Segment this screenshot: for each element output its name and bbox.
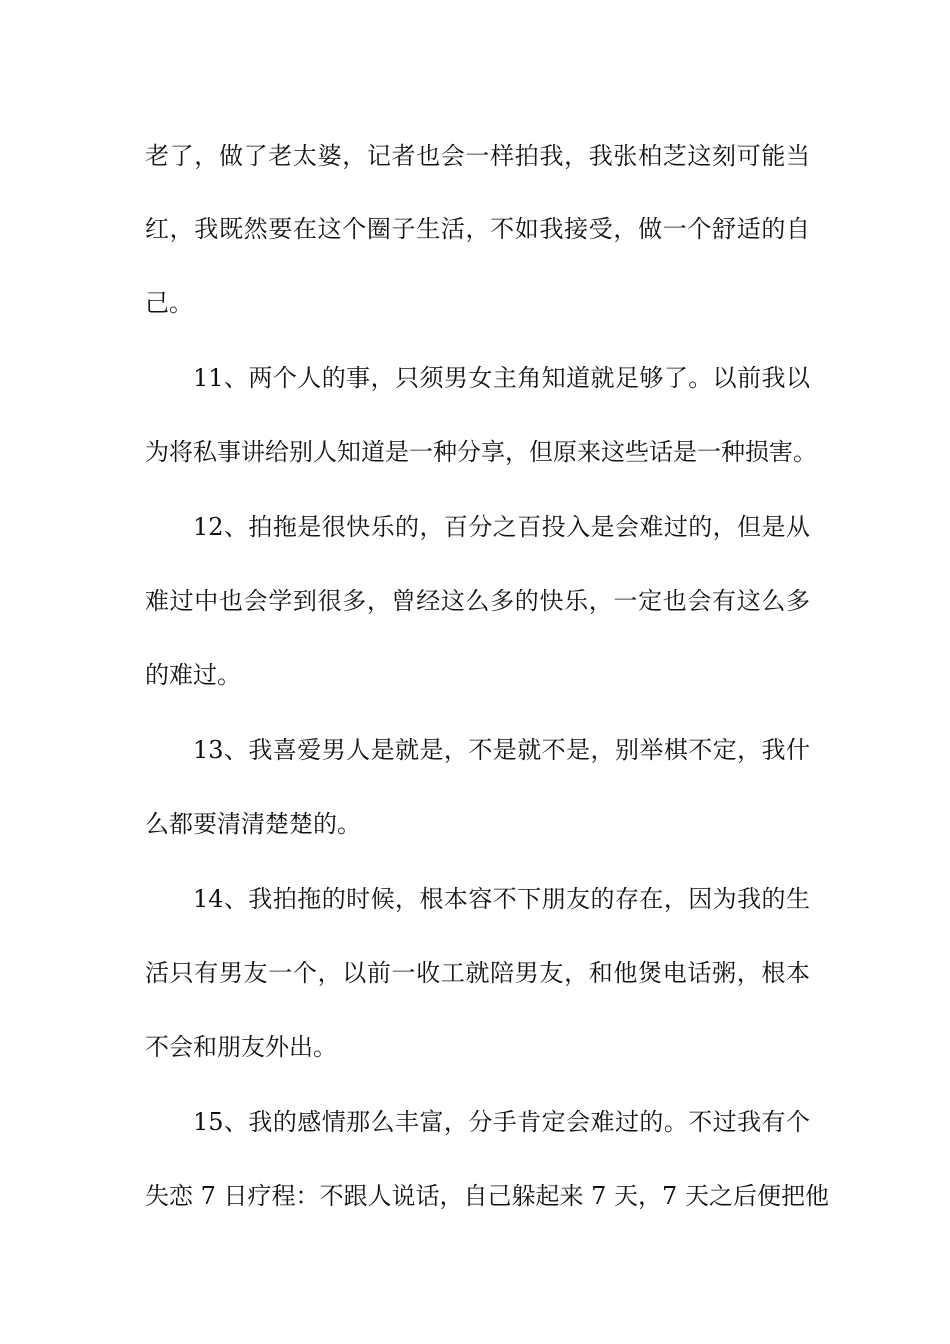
text-line: 老了，做了老太婆，记者也会一样拍我，我张柏芝这刻可能当 — [145, 142, 810, 170]
text-line: 红，我既然要在这个圈子生活，不如我接受，做一个舒适的自 — [145, 215, 810, 243]
text-line: 难过中也会学到很多，曾经这么多的快乐，一定也会有这么多 — [145, 587, 810, 615]
text-line: 么都要清清楚楚的。 — [145, 810, 361, 838]
text-line: 13、我喜爱男人是就是，不是就不是，别举棋不定，我什 — [193, 736, 810, 764]
text-line: 的难过。 — [145, 661, 241, 689]
text-line: 12、拍拖是很快乐的，百分之百投入是会难过的，但是从 — [193, 513, 810, 541]
text-line: 14、我拍拖的时候，根本容不下朋友的存在，因为我的生 — [193, 885, 810, 913]
text-line: 不会和朋友外出。 — [145, 1033, 337, 1061]
text-line: 15、我的感情那么丰富，分手肯定会难过的。不过我有个 — [193, 1108, 810, 1136]
text-line: 为将私事讲给别人知道是一种分享，但原来这些话是一种损害。 — [145, 438, 817, 466]
text-line: 11、两个人的事，只须男女主角知道就足够了。以前我以 — [193, 364, 810, 392]
text-line: 己。 — [145, 289, 193, 317]
text-line: 失恋 7 日疗程：不跟人说话，自己躲起来 7 天，7 天之后便把他 — [145, 1182, 829, 1210]
text-line: 活只有男友一个，以前一收工就陪男友，和他煲电话粥，根本 — [145, 959, 810, 987]
